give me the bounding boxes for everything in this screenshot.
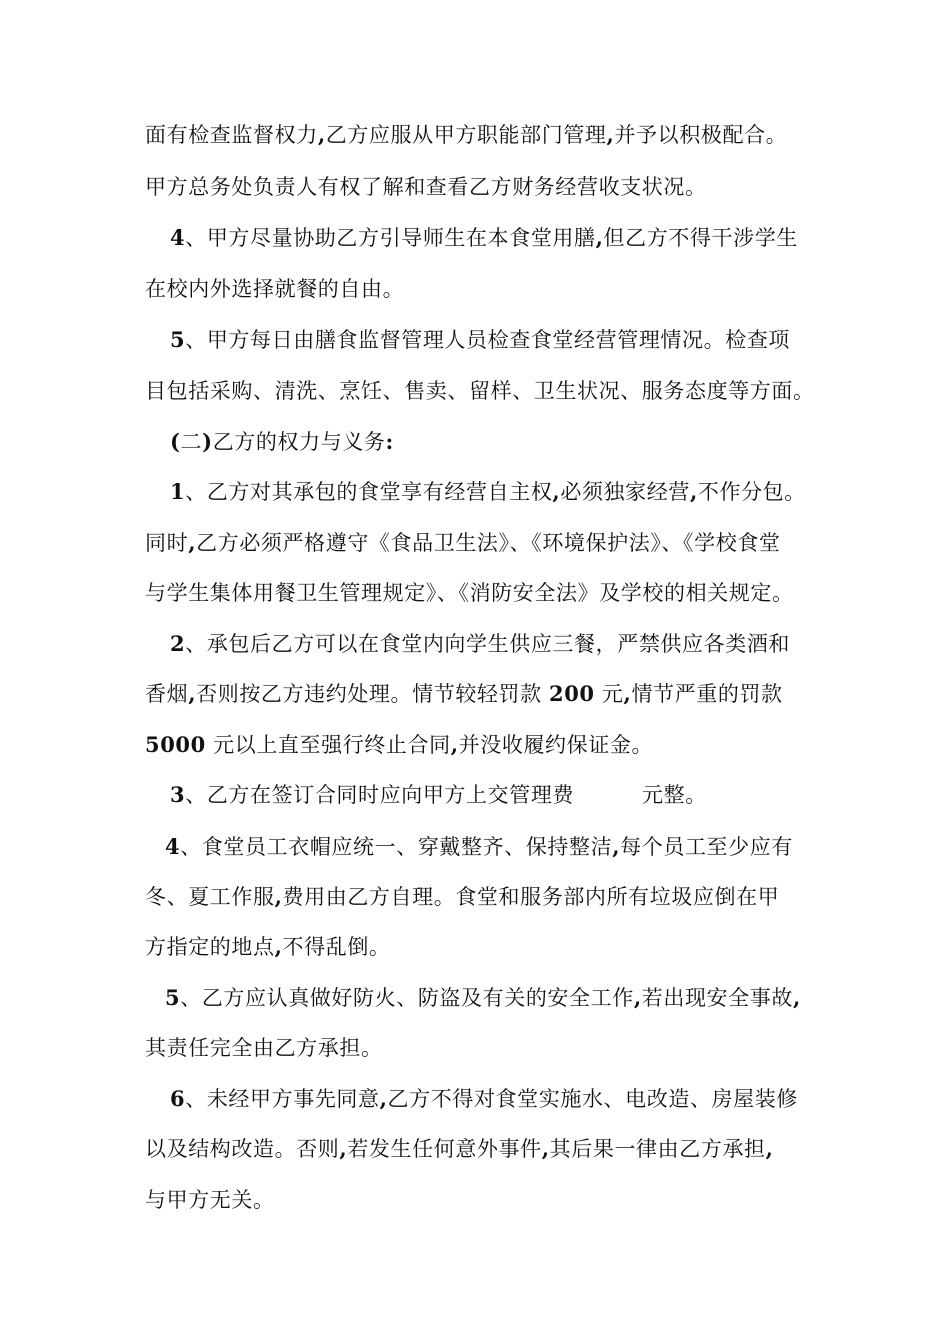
clause-a5-line: 5、甲方每日由膳食监督管理人员检查食堂经营管理情况。检查项 bbox=[170, 327, 791, 352]
text-line: 以及结构改造。否则,若发生任何意外事件,其后果一律由乙方承担, bbox=[145, 1136, 774, 1161]
text-line: 在校内外选择就餐的自由。 bbox=[145, 277, 405, 301]
text-line: 目包括采购、清洗、烹饪、售卖、留样、卫生状况、服务态度等方面。 bbox=[145, 379, 815, 403]
text-line: 香烟,否则按乙方违约处理。情节较轻罚款 200 元,情节严重的罚款 bbox=[145, 681, 783, 706]
text-line: 同时,乙方必须严格遵守《食品卫生法》、《环境保护法》、《学校食堂 bbox=[145, 530, 781, 555]
text-line: 冬、夏工作服,费用由乙方自理。食堂和服务部内所有垃圾应倒在甲 bbox=[145, 884, 780, 909]
clause-b4-line: 4、食堂员工衣帽应统一、穿戴整齐、保持整洁,每个员工至少应有 bbox=[165, 834, 793, 859]
text-line: 与甲方无关。 bbox=[145, 1188, 275, 1212]
clause-b5-line: 5、乙方应认真做好防火、防盗及有关的安全工作,若出现安全事故, bbox=[165, 985, 801, 1010]
section-heading: (二)乙方的权力与义务: bbox=[170, 429, 394, 454]
clause-b2-line: 2、承包后乙方可以在食堂内向学生供应三餐，严禁供应各类酒和 bbox=[170, 631, 791, 656]
clause-b1-line: 1、乙方对其承包的食堂享有经营自主权,必须独家经营,不作分包。 bbox=[170, 479, 806, 504]
clause-b3-text: 3、乙方在签订合同时应向甲方上交管理费 bbox=[170, 782, 575, 807]
text-line: 其责任完全由乙方承担。 bbox=[145, 1036, 383, 1060]
clause-b3-line bbox=[170, 782, 707, 808]
text-line: 5000 元以上直至强行终止合同,并没收履约保证金。 bbox=[145, 732, 654, 757]
clause-b6-line: 6、未经甲方事先同意,乙方不得对食堂实施水、电改造、房屋装修 bbox=[170, 1086, 798, 1111]
clause-a4-line: 4、甲方尽量协助乙方引导师生在本食堂用膳,但乙方不得干涉学生 bbox=[170, 225, 798, 250]
text-line: 与学生集体用餐卫生管理规定》、《消防安全法》及学校的相关规定。 bbox=[145, 581, 794, 605]
clause-b3-suffix: 元整。 bbox=[642, 783, 707, 807]
text-line: 方指定的地点,不得乱倒。 bbox=[145, 934, 391, 959]
text-line: 甲方总务处负责人有权了解和查看乙方财务经营收支状况。 bbox=[145, 175, 707, 199]
text-line: 面有检查监督权力,乙方应服从甲方职能部门管理,并予以积极配合。 bbox=[145, 122, 788, 147]
